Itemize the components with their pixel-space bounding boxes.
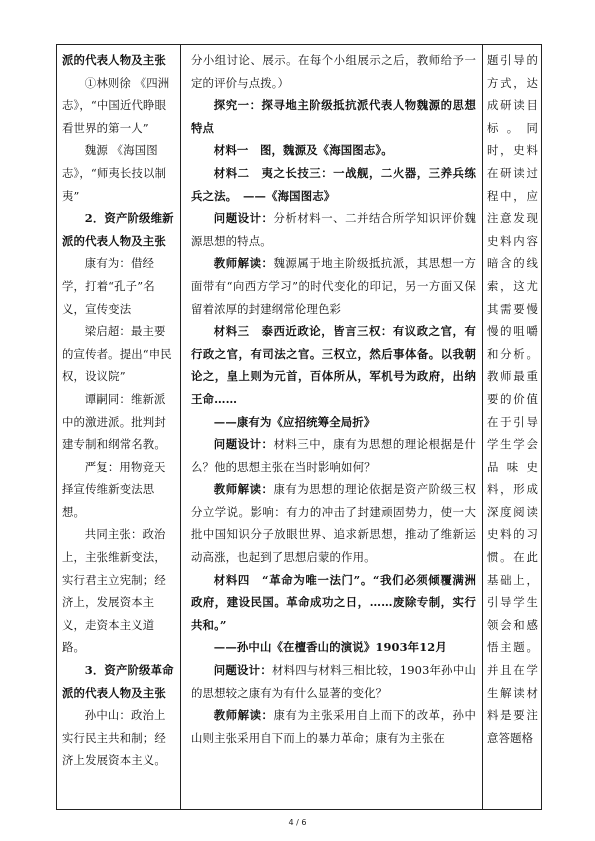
activity-paragraph [191, 320, 476, 410]
lesson-plan-table [56, 44, 542, 810]
bold-text-run: 材料一 图，魏源及《海国图志》。 [213, 143, 393, 158]
activity-paragraph [191, 252, 476, 320]
bold-text-run: ——康有为《应招统筹全局折》 [213, 414, 376, 429]
content-paragraph: 3．资产阶级革命派的代表人物及主张 [62, 663, 174, 700]
activity-paragraph [191, 207, 476, 252]
activity-paragraph [191, 139, 476, 162]
activity-paragraph [191, 49, 476, 94]
content-paragraph: 谭嗣同：维新派中的激进派。批判封建专制和纲常名教。 [62, 391, 166, 452]
content-paragraph: 康有为：借经学，打着“孔子”名义，宣传变法 [62, 256, 155, 316]
content-paragraph: 孙中山：政治上实行民主共和制；经济上发展资本主义。 [62, 708, 166, 768]
text-run: 分析材料一、二并结合所学知识评价魏源思想的特点。 [191, 211, 476, 248]
bold-text-run: 问题设计： [213, 211, 274, 226]
activity-paragraph [191, 659, 476, 704]
text-run: 材料三中，康有为思想的理论根据是什么？他的思想主张在当时影响如何？ [191, 437, 476, 474]
content-column [57, 45, 181, 810]
bold-text-run: 教师解读： [213, 482, 274, 497]
content-paragraph: 魏源 《海国图志》，“师夷长技以制夷” [62, 143, 167, 203]
bold-text-run: ——孙中山《在檀香山的演说》1903年12月 [213, 640, 447, 655]
text-run: 分小组讨论、展示。在每个小组展示之后，教师给予一定的评价与点拨。） [191, 53, 476, 90]
bold-text-run: 问题设计： [213, 437, 274, 452]
text-run: 魏源属于地主阶级抵抗派，其思想一方面带有“向西方学习”的时代变化的印记，另一方面又保留着浓厚的封建纲常伦理色彩 [191, 256, 476, 316]
bold-text-run: 材料三 泰西近政论，皆言三权：有议政之官，有行政之官，有司法之官。三权立，然后事体备。以我朝论之，皇上则为元首，百体所从，军机号为政府，出纳王命…… [191, 324, 476, 406]
bold-text-run: 探究一：探寻地主阶级抵抗派代表人物魏源的思想特点 [191, 98, 476, 135]
content-paragraph: 共同主张：政治上，主张维新变法，实行君主立宪制；经济上，发展资本主义，走资本主义道路。 [62, 527, 166, 655]
bold-text-run: 材料四 “革命为唯一法门”。“我们必须倾覆满洲政府，建设民国。革命成功之日，……废除专制，实行共和。” [191, 572, 476, 632]
activity-column [181, 45, 483, 810]
page-number: 4 / 6 [288, 818, 307, 827]
activity-column-text [181, 45, 482, 749]
content-paragraph: 派的代表人物及主张 [62, 53, 166, 67]
text-run: 材料四与材料三相比较，1903年孙中山的思想较之康有为有什么显著的变化？ [191, 663, 476, 700]
activity-paragraph [191, 704, 476, 749]
content-paragraph: ①林则徐 《四洲志》，“中国近代睁眼看世界的第一人” [62, 75, 170, 135]
activity-paragraph [191, 636, 476, 659]
activity-paragraph [191, 94, 476, 139]
bold-text-run: 材料二 夷之长技三：一战舰，二火器，三养兵练兵之法。 ——《海国图志》 [191, 165, 476, 203]
text-run: 康有为思想的理论依据是资产阶级三权分立学说。影响：有力的冲击了封建顽固势力，使一大批中国知识分子放眼世界、追求新思想，推动了维新运动高涨，也起到了思想启蒙的作用。 [191, 482, 476, 565]
activity-paragraph [191, 569, 476, 637]
bold-text-run: 问题设计： [213, 663, 272, 678]
content-column-text [57, 45, 180, 772]
intent-column [483, 45, 542, 810]
activity-paragraph [191, 433, 476, 478]
activity-paragraph [191, 478, 476, 568]
activity-paragraph [191, 411, 476, 434]
activity-paragraph [191, 162, 476, 207]
bold-text-run: 教师解读： [213, 708, 274, 723]
content-paragraph: 严复：用物竞天择宣传维新变法思想。 [62, 459, 166, 519]
intent-column-text: 题引导的方式，达成研读目标。同时，史料在研读过程中，应注意发现史料内容暗含的线索，这尤其需要慢慢的咀嚼和分析。教师最重要的价值在于引导学生学会品味史料，形成深度阅读史料的习惯。在此基础上，引导学生领会和感悟主题。并且在学生解读材料是要注意答题格 [487, 53, 538, 745]
text-run: 康有为主张采用自上而下的改革，孙中山则主张采用自下而上的暴力革命；康有为主张在 [191, 708, 476, 745]
content-paragraph: 2．资产阶级维新派的代表人物及主张 [62, 211, 174, 248]
content-paragraph: 梁启超：最主要的宣传者。提出“申民权，设议院” [62, 324, 172, 384]
bold-text-run: 教师解读： [213, 256, 274, 271]
